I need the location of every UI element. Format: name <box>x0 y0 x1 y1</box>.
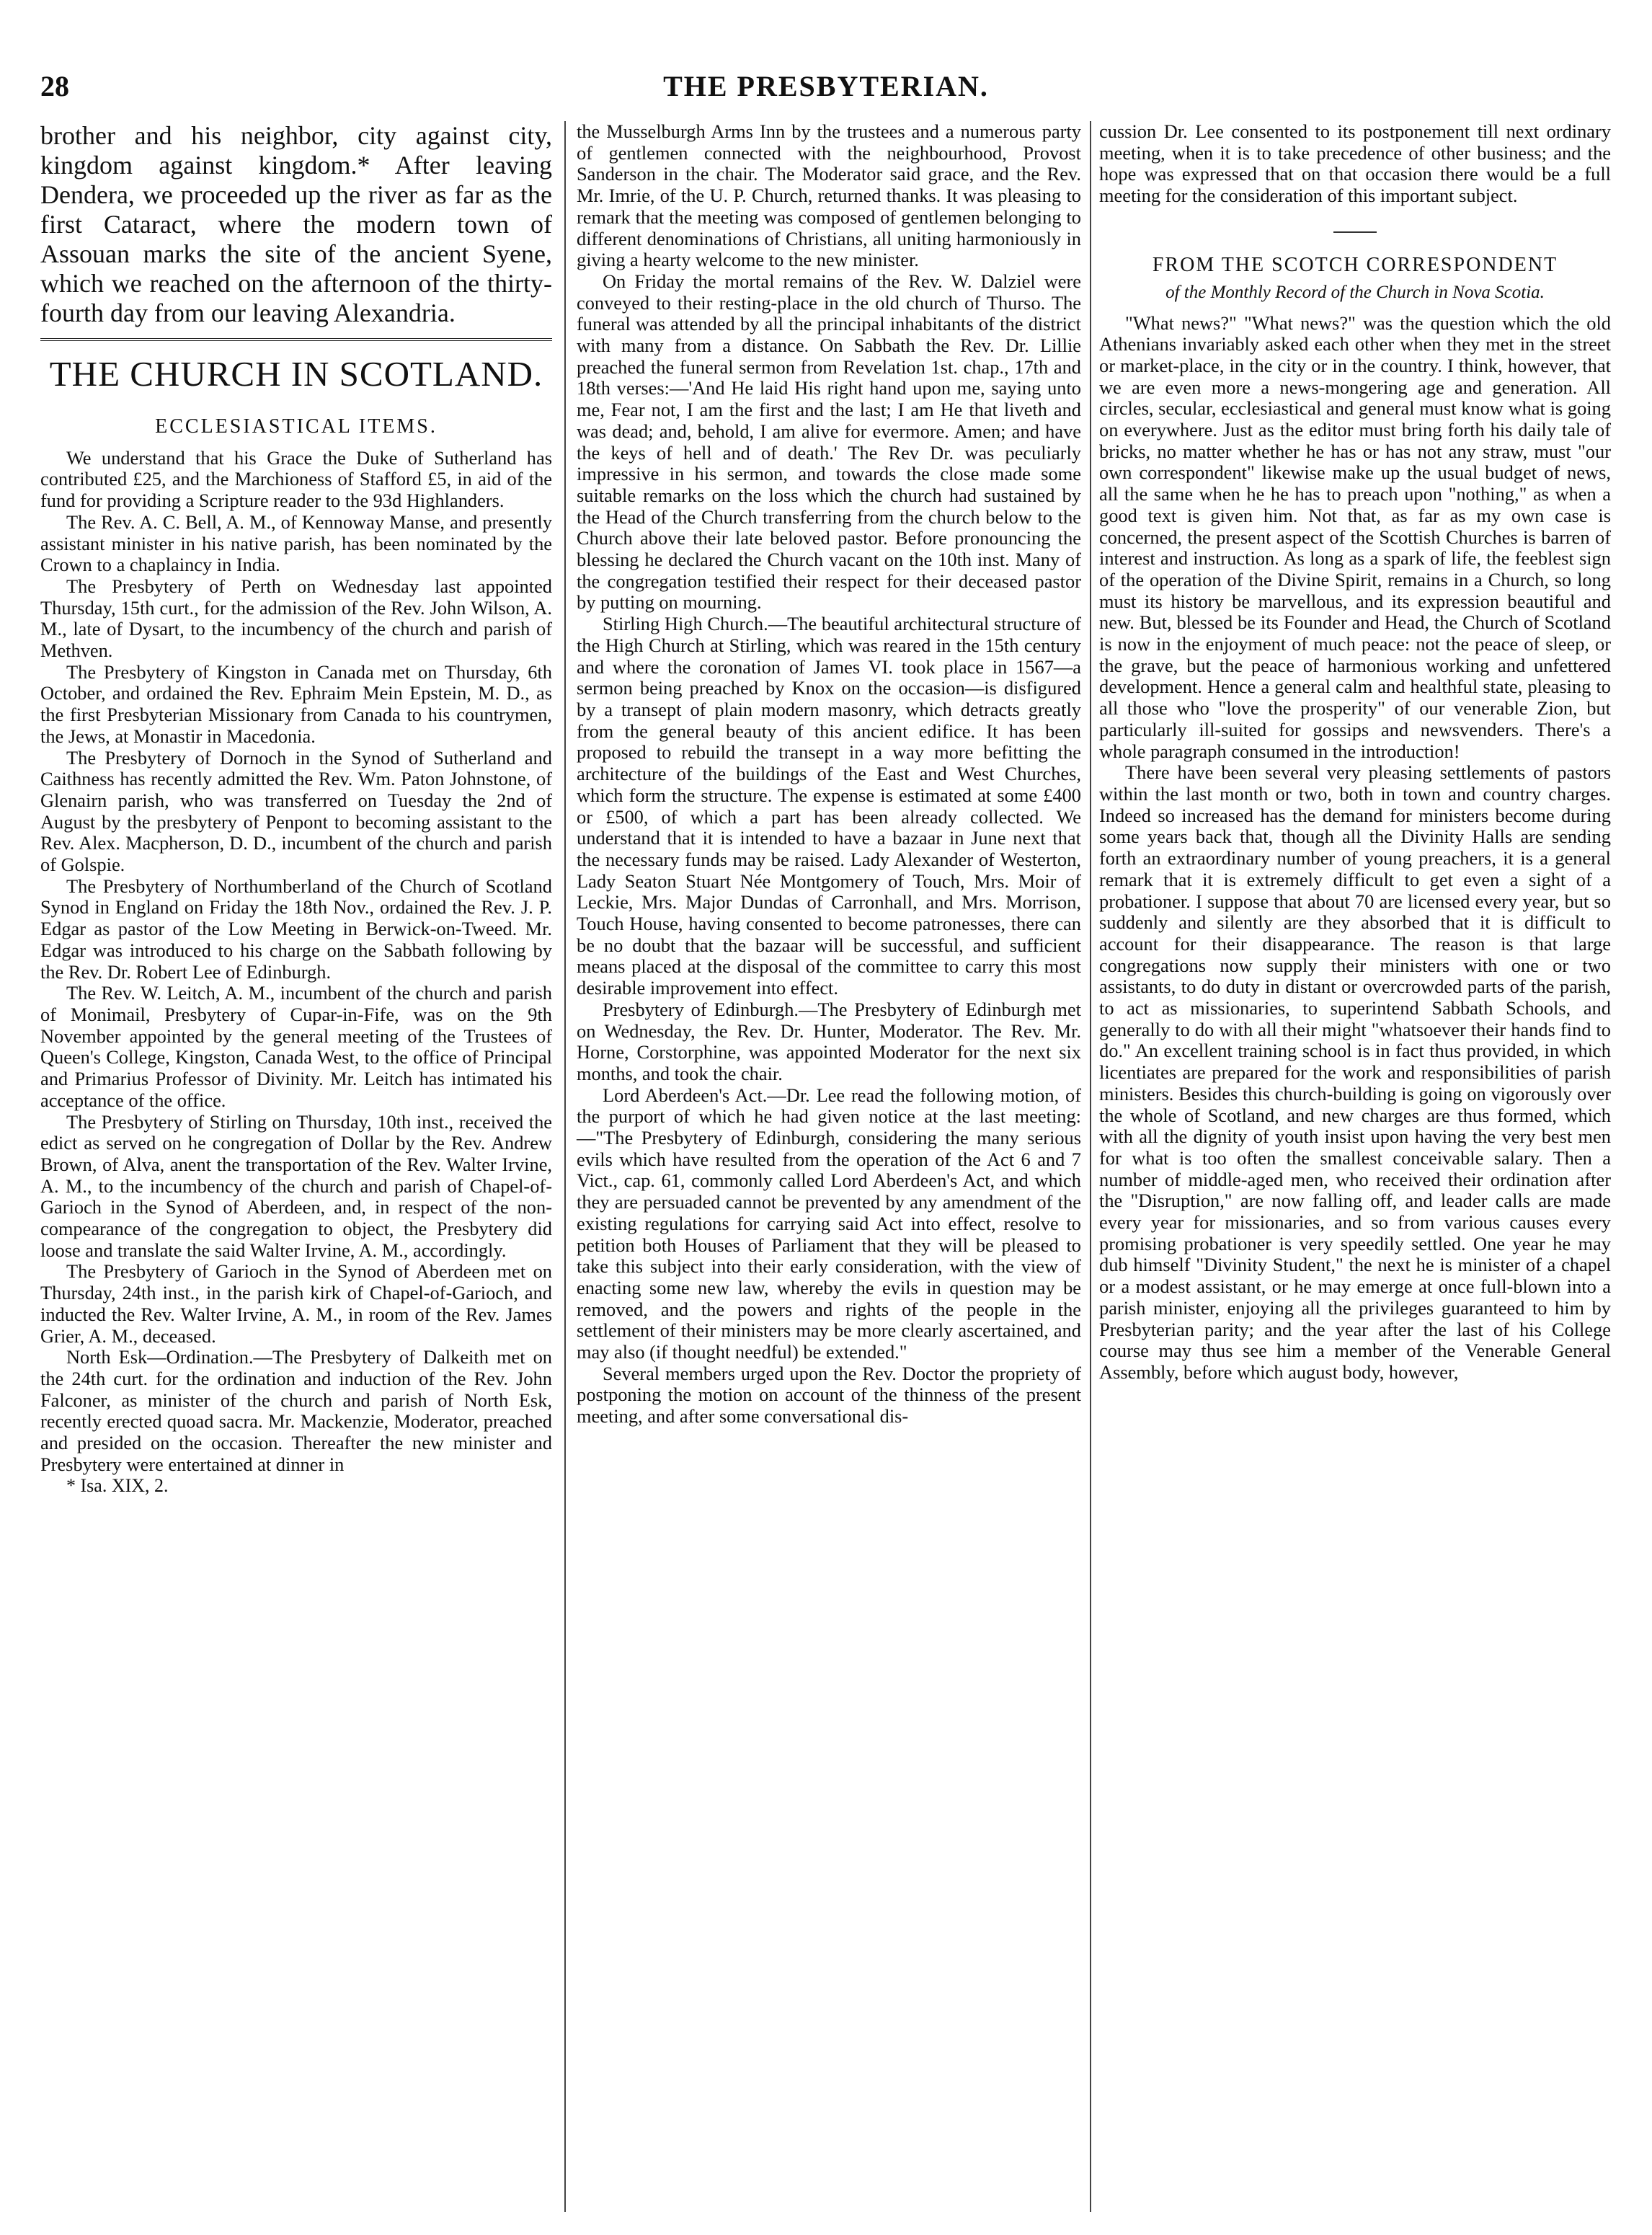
column-divider-1 <box>564 121 566 2212</box>
correspondent-subheading: of the Monthly Record of the Church in Nova Scotia. <box>1165 282 1545 302</box>
article-paragraph: "What news?" "What news?" was the question which the old Athenians invariably asked each other when they met in the street or market-place, in the city or in the country. I think, however, that we are even more a news-mongering age and generation. All circles, secular, ecclesiastical and general must know what is going on everywhere. Just as the editor must bring forth his daily tale of bricks, no matter whether he has or has not any straw, must "our own correspondent" likewise make up the usual budget of news, all the same when he he has to preach upon "nothing," as when a good text is given him. Not that, as far as my own case is concerned, the present aspect of the Scottish Churches is barren of interest and instruction. As long as a spark of life, the feeblest sign of the operation of the Divine Spirit, remains in a Church, so long must its history be marvellous, and its expression beautiful and new. But, blessed be its Founder and Head, the Church of Scotland is now in the enjoyment of much peace: not the peace of sleep, or the grave, but the peace of harmonious working and unfettered development. Hence a general calm and healthful state, pleasing to all those who "love the prosperity" of our venerable Zion, but particularly ill-suited for gossips and newsvenders. There's a whole paragraph consumed in the introduction! <box>1099 311 1611 762</box>
article-paragraph: Presbytery of Edinburgh.—The Presbytery of Edinburgh met on Wednesday, the Rev. Dr. Hunter, Moderator. The Rev. Mr. Horne, Corstorphine, was appointed Moderator for the next six months, and took the chair. <box>577 998 1081 1084</box>
article-paragraph: The Presbytery of Garioch in the Synod of Aberdeen met on Thursday, 24th inst., in the parish kirk of Chapel-of-Garioch, and inducted the Rev. Walter Irvine, A. M., in room of the Rev. James Grier, A. M., deceased. <box>40 1260 552 1347</box>
page-title: THE PRESBYTERIAN. <box>663 70 989 102</box>
article-paragraph: The Presbytery of Northumberland of the Church of Scotland Synod in England on Friday the 18th Nov., ordained the Rev. J. P. Edgar as pastor of the Low Meeting in Berwick-on-Tweed. Mr. Edgar was introduced to his charge on the Sabbath following by the Rev. Dr. Robert Lee of Edinburgh. <box>40 875 552 983</box>
section-rule <box>40 338 552 341</box>
page-header <box>40 69 1612 112</box>
article-paragraph: the Musselburgh Arms Inn by the trustees and a numerous party of gentlemen connected with the neighbourhood, Provost Sanderson in the chair. The Moderator said grace, and the Rev. Mr. Imrie, of the U. P. Church, returned thanks. It was pleasing to remark that the meeting was composed of gentlemen belonging to different denominations of Christians, all uniting harmoniously in giving a hearty welcome to the new minister. <box>577 120 1081 271</box>
article-paragraph: There have been several very pleasing settlements of pastors within the last month or two, both in town and country charges. Indeed so increased has the demand for ministers become during some years back that, though all the Divinity Halls are sending forth an extraordinary number of young preachers, it is a general remark that it is extremely difficult to get even a sight of a probationer. I suppose that about 70 are licensed every year, but so suddenly and silently are they absorbed that it is difficult to account for their disappearance. The reason is that large congregations now supply their ministers with one or two assistants, to do duty in distant or overcrowded parts of the parish, to act as missionaries, to superintend Sabbath Schools, and generally to do with all their might "whatsoever their hands find to do." An excellent training school is in fact thus provided, in which licentiates are prepared for the work and responsibilities of parish ministers. Besides this church-building is going on vigorously over the whole of Scotland, and new charges are thus formed, which with all the dignity of youth insist upon having the very best men for what is too often the smallest conceivable salary. Then a number of middle-aged men, who received their ordination after the "Disruption," are now falling off, and leader calls are made every year for missionaries, and so from various causes every promising probationer is very speedily settled. One year he may dub himself "Divinity Student," the next he is minister of a chapel or a modest assistant, or he may emerge at once full-blown into a parish minister, enjoying all the privileges guaranteed to him by Presbyterian parity; and the year after the last of his College course may thus see him a member of the Venerable General Assembly, before which august body, however, <box>1099 761 1611 1383</box>
article-paragraph: The Presbytery of Stirling on Thursday, 10th inst., received the edict as served on he congregation of Dollar by the Rev. Andrew Brown, of Alva, anent the transportation of the Rev. Walter Irvine, A. M., to the incumbency of the church and parish of Chapel-of-Garioch in the Synod of Aberdeen, and, in respect of the non-compearance of the congregation to object, the Presbytery did loose and translate the said Walter Irvine, A. M., accordingly. <box>40 1110 552 1261</box>
column-3 <box>1099 121 1611 1384</box>
article-paragraph: The Rev. A. C. Bell, A. M., of Kennoway Manse, and presently assistant minister in his native parish, has been nominated by the Crown to a chaplaincy in India. <box>40 510 552 576</box>
article-paragraph: The Presbytery of Dornoch in the Synod of Sutherland and Caithness has recently admitted the Rev. Wm. Paton Johnstone, of Glenairn parish, who was transferred on Tuesday the 2nd of August by the presbytery of Penpont to becoming assistant to the Rev. Alex. Macpherson, D. D., incumbent of the church and parish of Golspie. <box>40 746 552 876</box>
column-3-intro: cussion Dr. Lee consented to its postponement till next ordinary meeting, when it is to take precedence of other business; and the hope was expressed that on that occasion there would be a full meeting for the consideration of this important subject. <box>1099 120 1611 207</box>
sub-heading: ECCLESIASTICAL ITEMS. <box>155 415 438 438</box>
article-paragraph: The Presbytery of Kingston in Canada met on Thursday, 6th October, and ordained the Rev. Ephraim Mein Epstein, M. D., as the first Presbyterian Missionary from Canada to his countrymen, the Jews, at Monastir in Macedonia. <box>40 660 552 747</box>
column-1 <box>40 121 552 1497</box>
article-paragraph: Several members urged upon the Rev. Doctor the propriety of postponing the motion on account of the thinness of the present meeting, and after some conversational dis- <box>577 1362 1081 1428</box>
article-paragraph: Stirling High Church.—The beautiful architectural structure of the High Church at Stirling, which was reared in the 15th century and where the coronation of James VI. took place in 1567—a sermon being preached by Knox on the occasion—is disfigured by a transept of plain modern masonry, which detracts greatly from the general beauty of this ancient edifice. It has been proposed to rebuild the transept in a way more befitting the architecture of the buildings of the East and West Churches, which form the structure. The expense is estimated at some £400 or £500, of which a part has been already collected. We understand that it is intended to have a bazaar in June next that the necessary funds may be raised. Lady Alexander of Westerton, Lady Seaton Stuart Née Montgomery of Touch, Mrs. Moir of Leckie, Mrs. Major Dundas of Carronhall, and Mrs. Morrison, Touch House, having consented to become patronesses, there can be no doubt that the bazaar will be successful, and sufficient means placed at the disposal of the committee to carry this most desirable improvement into effect. <box>577 613 1081 999</box>
article-paragraph: The Presbytery of Perth on Wednesday last appointed Thursday, 15th curt., for the admission of the Rev. John Wilson, A. M., late of Dysart, to the incumbency of the church and parish of Methven. <box>40 575 552 662</box>
column-divider-2 <box>1090 121 1091 2212</box>
article-paragraph: The Rev. W. Leitch, A. M., incumbent of the church and parish of Monimail, Presbytery of Cupar-in-Fife, was on the 9th November appointed by the general meeting of the Trustees of Queen's College, Kingston, Canada West, to the office of Principal and Primarius Professor of Divinity. Mr. Leitch has intimated his acceptance of the office. <box>40 982 552 1111</box>
section-heading: THE CHURCH IN SCOTLAND. <box>49 354 543 394</box>
article-paragraph: We understand that his Grace the Duke of Sutherland has contributed £25, and the Marchioness of Stafford £5, in aid of the fund for providing a Scripture reader to the 93d Highlanders. <box>40 446 552 512</box>
footnote: * Isa. XIX, 2. <box>66 1475 169 1497</box>
article-paragraph: On Friday the mortal remains of the Rev. W. Dalziel were conveyed to their resting-place in the old church of Thurso. The funeral was attended by all the principal inhabitants of the district with many from a distance. On Sabbath the Rev. Dr. Lillie preached the funeral sermon from Revelation 1st. chap., 17th and 18th verses:—'And He laid His right hand upon me, saying unto me, Fear not, I am the first and the last; I am He that liveth and was dead; and, behold, I am alive for evermore. Amen; and have the keys of hell and of death.' The Rev Dr. was peculiarly impressive in his sermon, and towards the close made some suitable remarks on the loss which the church had sustained by the Head of the Church transferring from the church below to the Church above their late beloved pastor. Before pronouncing the blessing he declared the Church vacant on the 10th inst. Many of the congregation testified their respect for their deceased pastor by putting on mourning. <box>577 270 1081 614</box>
article-paragraph: North Esk—Ordination.—The Presbytery of Dalkeith met on the 24th curt. for the ordination and induction of the Rev. John Falconer, as minister of the church and parish of North Esk, recently erected quoad sacra. Mr. Mackenzie, Moderator, preached and presided on the occasion. Thereafter the new minister and Presbytery were entertained at dinner in <box>40 1346 552 1475</box>
column-2 <box>577 121 1081 1428</box>
page-number: 28 <box>40 70 69 102</box>
short-rule <box>1333 231 1377 233</box>
correspondent-heading: FROM THE SCOTCH CORRESPONDENT <box>1152 253 1558 276</box>
article-paragraph: Lord Aberdeen's Act.—Dr. Lee read the following motion, of the purport of which he had given notice at the last meeting:—"The Presbytery of Edinburgh, considering the many serious evils which have resulted from the operation of the Act 6 and 7 Vict., cap. 61, commonly called Lord Aberdeen's Act, and which they are persuaded cannot be prevented by any amendment of the existing regulations for carrying said Act into effect, resolve to petition both Houses of Parliament that they will be pleased to take this subject into their early consideration, with the view of enacting some new law, whereby the evils in question may be removed, and the powers and rights of the people in the settlement of their ministers may be more clearly ascertained, and may also (if thought needful) be extended." <box>577 1084 1081 1363</box>
column-1-intro: brother and his neighbor, city against city, kingdom against kingdom.* After leaving Dendera, we proceeded up the river as far as the first Cataract, where the modern town of Assouan marks the site of the ancient Syene, which we reached on the afternoon of the thirty-fourth day from our leaving Alexandria. <box>40 121 552 327</box>
